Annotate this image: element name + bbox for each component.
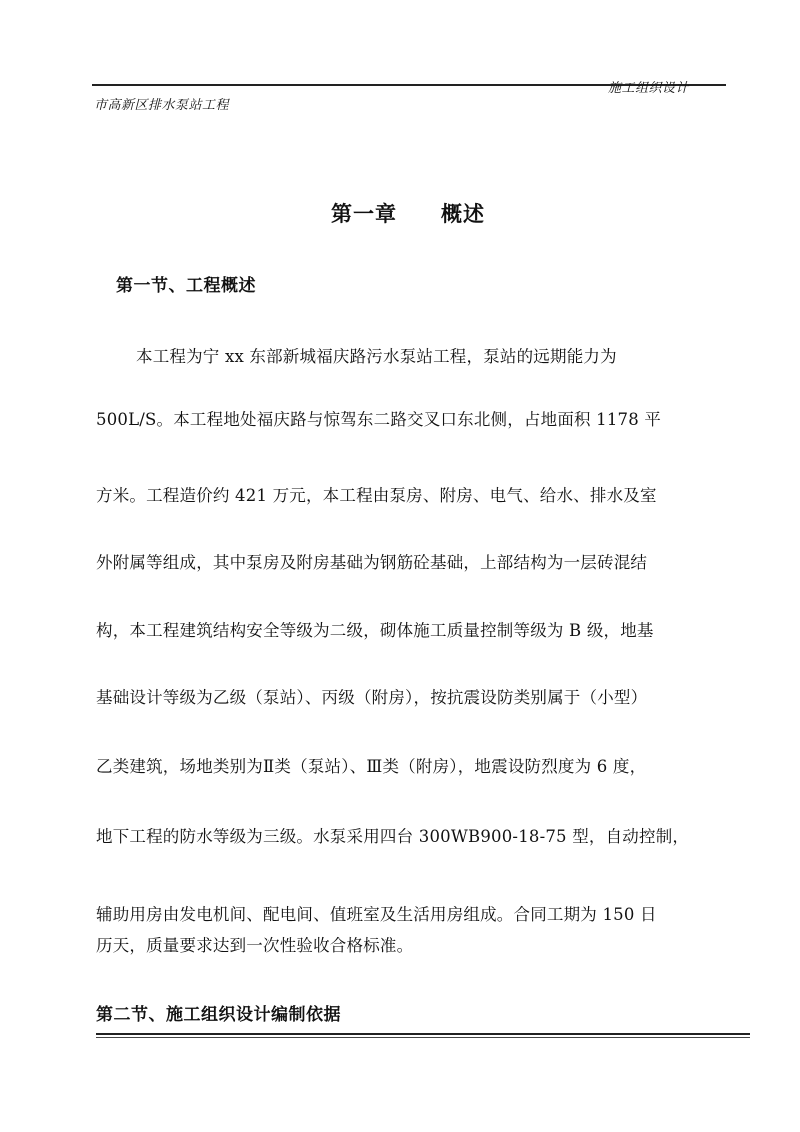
- paragraph-line: 乙类建筑，场地类别为Ⅱ类（泵站）、Ⅲ类（附房），地震设防烈度为 6 度，: [96, 757, 647, 776]
- header-project-name: 市高新区排水泵站工程: [94, 98, 230, 113]
- paragraph-line: 构，本工程建筑结构安全等级为二级，砌体施工质量控制等级为 B 级，地基: [96, 621, 654, 640]
- paragraph-line: 地下工程的防水等级为三级。水泵采用四台 300WB900-18-75 型，自动控制，: [96, 827, 690, 846]
- footer-rule-thin: [96, 1037, 750, 1038]
- paragraph-line: 历天，质量要求达到一次性验收合格标准。: [96, 936, 414, 955]
- chapter-title: 第一章 概述: [331, 202, 485, 226]
- footer-rule: [96, 1033, 750, 1035]
- paragraph-line: 500L/S。本工程地处福庆路与惊驾东二路交叉口东北侧，占地面积 1178 平: [96, 410, 662, 429]
- section-title-basis: 第二节、施工组织设计编制依据: [96, 1005, 341, 1025]
- paragraph-line: 基础设计等级为乙级（泵站）、丙级（附房），按抗震设防类别属于（小型）: [96, 688, 648, 707]
- paragraph-line: 方米。工程造价约 421 万元，本工程由泵房、附房、电气、给水、排水及室: [96, 486, 657, 505]
- paragraph-line: 外附属等组成，其中泵房及附房基础为钢筋砼基础，上部结构为一层砖混结: [96, 553, 648, 572]
- paragraph-line: 本工程为宁 xx 东部新城福庆路污水泵站工程，泵站的远期能力为: [136, 347, 617, 366]
- paragraph-line: 辅助用房由发电机间、配电间、值班室及生活用房组成。合同工期为 150 日: [96, 905, 657, 924]
- section-title-overview: 第一节、工程概述: [116, 276, 256, 296]
- header-doc-type: 施工组织设计: [608, 81, 690, 96]
